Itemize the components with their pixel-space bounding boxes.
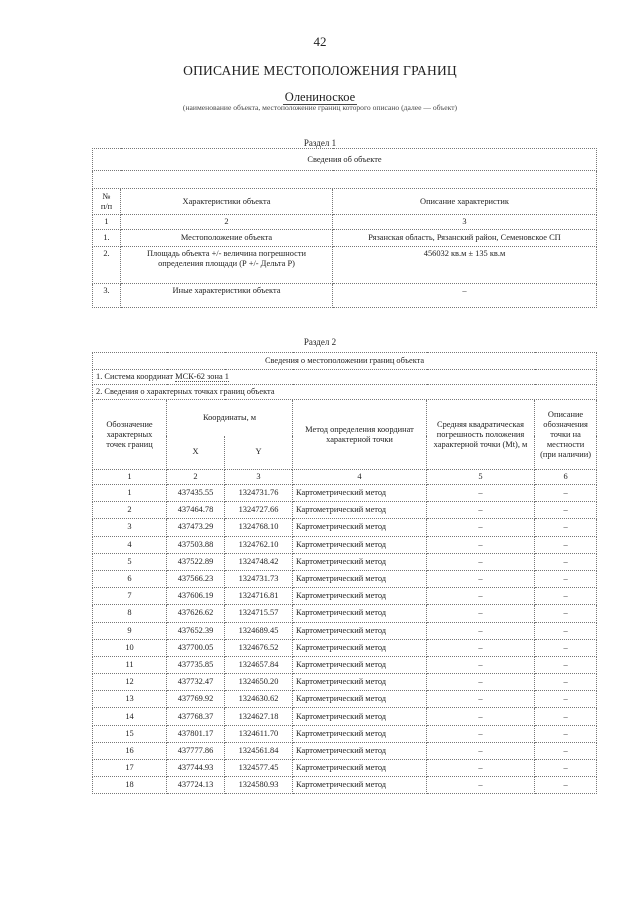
object-note: (наименование объекта, местоположение границ которого описано (далее — объект) (182, 103, 458, 112)
num-cell: 5 (427, 470, 535, 485)
coord-x: 437744.93 (167, 760, 225, 777)
col-description-header: Описание обозначения точки на местности (при наличии) (535, 400, 597, 470)
row-desc: Рязанская область, Рязанский район, Семеновское СП (333, 230, 597, 247)
section2-header: Сведения о местоположении границ объекта (93, 353, 597, 370)
coord-y: 1324716.81 (225, 588, 293, 605)
points-header-row: 2. Сведения о характерных точках границ объекта (93, 385, 597, 400)
table-row (93, 760, 597, 777)
point-method: Картометрический метод (293, 691, 427, 708)
point-description: – (535, 570, 597, 587)
point-error: – (427, 674, 535, 691)
point-description: – (535, 725, 597, 742)
point-method: Картометрический метод (293, 570, 427, 587)
point-number: 4 (93, 536, 167, 553)
coord-x: 437473.29 (167, 519, 225, 536)
coord-y: 1324715.57 (225, 605, 293, 622)
point-method: Картометрический метод (293, 777, 427, 794)
point-method: Картометрический метод (293, 553, 427, 570)
point-method: Картометрический метод (293, 519, 427, 536)
col-designation-header: Обозначение характерных точек границ (93, 400, 167, 470)
table-row (93, 639, 597, 656)
num-cell: 2 (121, 215, 333, 230)
row-char: Иные характеристики объекта (121, 284, 333, 308)
point-method: Картометрический метод (293, 536, 427, 553)
point-method: Картометрический метод (293, 485, 427, 502)
table-row (93, 622, 597, 639)
point-error: – (427, 570, 535, 587)
point-error: – (427, 708, 535, 725)
point-error: – (427, 639, 535, 656)
table-row (93, 588, 597, 605)
coord-y: 1324627.18 (225, 708, 293, 725)
point-method: Картометрический метод (293, 674, 427, 691)
col-x-header: X (167, 436, 225, 470)
table-row (93, 656, 597, 673)
table-row (93, 570, 597, 587)
col-coords-header: Координаты, м (167, 400, 293, 436)
section1-spacer (93, 171, 597, 189)
col-method-header: Метод определения координат характерной точки (293, 400, 427, 470)
point-number: 9 (93, 622, 167, 639)
coord-y: 1324657.84 (225, 656, 293, 673)
row-desc: 456032 кв.м ± 135 кв.м (333, 247, 597, 284)
point-method: Картометрический метод (293, 708, 427, 725)
table-row (93, 519, 597, 536)
section2-table (92, 352, 597, 794)
table-row (93, 536, 597, 553)
point-error: – (427, 725, 535, 742)
point-error: – (427, 502, 535, 519)
point-number: 2 (93, 502, 167, 519)
coord-y: 1324630.62 (225, 691, 293, 708)
col-no-header: № п/п (93, 189, 121, 215)
coord-x: 437435.55 (167, 485, 225, 502)
point-number: 14 (93, 708, 167, 725)
coord-y: 1324561.84 (225, 742, 293, 759)
coord-x: 437522.89 (167, 553, 225, 570)
row-char: Местоположение объекта (121, 230, 333, 247)
point-number: 6 (93, 570, 167, 587)
point-number: 3 (93, 519, 167, 536)
point-error: – (427, 691, 535, 708)
point-error: – (427, 777, 535, 794)
row-no: 3. (93, 284, 121, 308)
col-error-header: Средняя квадратическая погрешность положения характерной точки (Mt), м (427, 400, 535, 470)
point-number: 12 (93, 674, 167, 691)
coord-x: 437626.62 (167, 605, 225, 622)
point-number: 1 (93, 485, 167, 502)
coord-x: 437566.23 (167, 570, 225, 587)
coord-x: 437732.47 (167, 674, 225, 691)
coord-y: 1324768.10 (225, 519, 293, 536)
point-description: – (535, 742, 597, 759)
coord-x: 437768.37 (167, 708, 225, 725)
coord-x: 437801.17 (167, 725, 225, 742)
col-desc-header: Описание характеристик (333, 189, 597, 215)
point-error: – (427, 760, 535, 777)
coord-y: 1324580.93 (225, 777, 293, 794)
point-description: – (535, 777, 597, 794)
num-cell: 1 (93, 470, 167, 485)
point-number: 5 (93, 553, 167, 570)
coord-y: 1324727.66 (225, 502, 293, 519)
section1-header: Сведения об объекте (93, 149, 597, 171)
coord-y: 1324689.45 (225, 622, 293, 639)
col-y-header: Y (225, 436, 293, 470)
table-row (93, 708, 597, 725)
coord-system-row (93, 370, 597, 385)
coord-system-prefix: 1. Система координат (96, 372, 176, 381)
num-cell: 2 (167, 470, 225, 485)
coord-x: 437700.05 (167, 639, 225, 656)
point-error: – (427, 519, 535, 536)
point-description: – (535, 485, 597, 502)
point-description: – (535, 708, 597, 725)
point-description: – (535, 553, 597, 570)
point-description: – (535, 502, 597, 519)
point-method: Картометрический метод (293, 502, 427, 519)
point-error: – (427, 588, 535, 605)
point-number: 10 (93, 639, 167, 656)
coord-y: 1324611.70 (225, 725, 293, 742)
coord-x: 437769.92 (167, 691, 225, 708)
point-description: – (535, 588, 597, 605)
point-method: Картометрический метод (293, 656, 427, 673)
point-method: Картометрический метод (293, 742, 427, 759)
point-description: – (535, 519, 597, 536)
coord-x: 437606.19 (167, 588, 225, 605)
coord-x: 437735.85 (167, 656, 225, 673)
row-no: 1. (93, 230, 121, 247)
row-desc: – (333, 284, 597, 308)
table-row (93, 553, 597, 570)
row-no: 2. (93, 247, 121, 284)
coord-y: 1324577.45 (225, 760, 293, 777)
coord-x: 437724.13 (167, 777, 225, 794)
point-number: 16 (93, 742, 167, 759)
page-number: 42 (313, 34, 327, 49)
section2-label: Раздел 2 (303, 337, 337, 347)
page-title: ОПИСАНИЕ МЕСТОПОЛОЖЕНИЯ ГРАНИЦ (183, 63, 457, 78)
section1-table (92, 148, 597, 308)
point-error: – (427, 656, 535, 673)
num-cell: 3 (225, 470, 293, 485)
point-description: – (535, 639, 597, 656)
table-row (93, 742, 597, 759)
coord-y: 1324650.20 (225, 674, 293, 691)
point-description: – (535, 674, 597, 691)
point-method: Картометрический метод (293, 760, 427, 777)
point-description: – (535, 605, 597, 622)
table-row (93, 485, 597, 502)
point-error: – (427, 605, 535, 622)
point-method: Картометрический метод (293, 622, 427, 639)
coord-y: 1324731.73 (225, 570, 293, 587)
coord-x: 437503.88 (167, 536, 225, 553)
num-cell: 6 (535, 470, 597, 485)
point-number: 7 (93, 588, 167, 605)
num-cell: 3 (333, 215, 597, 230)
object-name-text: Олениноское (284, 90, 356, 104)
coord-y: 1324676.52 (225, 639, 293, 656)
table-row (93, 674, 597, 691)
coord-y: 1324762.10 (225, 536, 293, 553)
table-row (93, 605, 597, 622)
points-body (93, 485, 597, 794)
point-number: 11 (93, 656, 167, 673)
coord-x: 437777.86 (167, 742, 225, 759)
point-description: – (535, 622, 597, 639)
point-error: – (427, 536, 535, 553)
coord-system-name: МСК-62 зона 1 (175, 372, 229, 381)
point-description: – (535, 760, 597, 777)
section1-label: Раздел 1 (303, 138, 337, 148)
point-method: Картометрический метод (293, 605, 427, 622)
point-number: 15 (93, 725, 167, 742)
num-cell: 4 (293, 470, 427, 485)
point-number: 17 (93, 760, 167, 777)
coord-y: 1324731.76 (225, 485, 293, 502)
point-number: 13 (93, 691, 167, 708)
coord-x: 437652.39 (167, 622, 225, 639)
table-row (93, 777, 597, 794)
coord-x: 437464.78 (167, 502, 225, 519)
table-row (93, 691, 597, 708)
point-description: – (535, 656, 597, 673)
num-cell: 1 (93, 215, 121, 230)
point-method: Картометрический метод (293, 588, 427, 605)
point-method: Картометрический метод (293, 725, 427, 742)
table-row (93, 725, 597, 742)
col-char-header: Характеристики объекта (121, 189, 333, 215)
row-char: Площадь объекта +/- величина погрешности определения площади (Р +/- Дельта Р) (121, 247, 333, 284)
point-error: – (427, 742, 535, 759)
point-description: – (535, 536, 597, 553)
point-number: 8 (93, 605, 167, 622)
point-method: Картометрический метод (293, 639, 427, 656)
point-error: – (427, 553, 535, 570)
point-description: – (535, 691, 597, 708)
point-number: 18 (93, 777, 167, 794)
point-error: – (427, 485, 535, 502)
table-row (93, 502, 597, 519)
point-error: – (427, 622, 535, 639)
coord-y: 1324748.42 (225, 553, 293, 570)
